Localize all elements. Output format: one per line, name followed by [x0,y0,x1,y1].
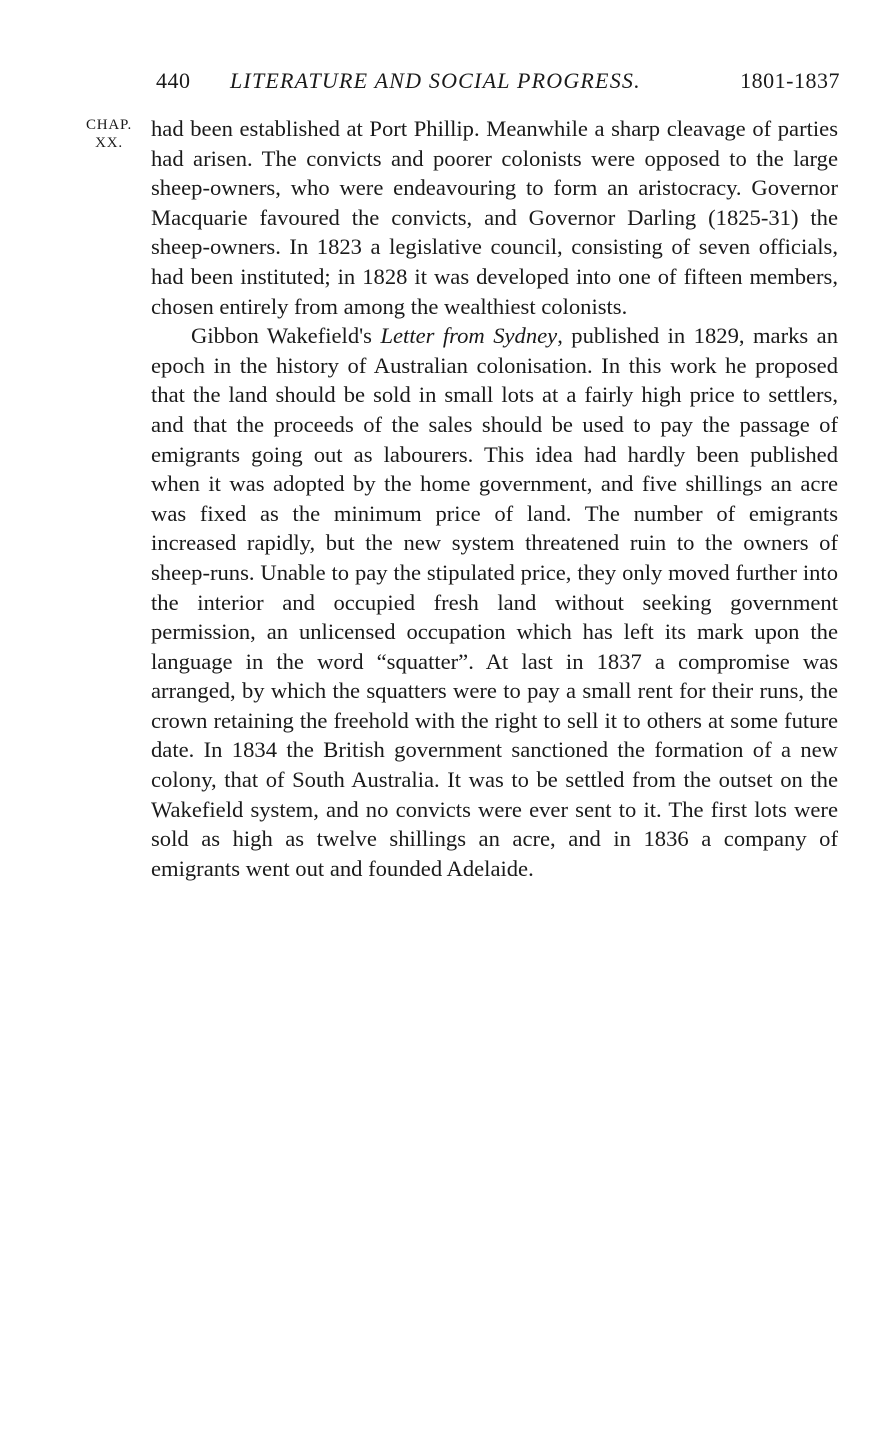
paragraph-2-text: , published in 1829, marks an epoch in the history of Australian colonisation. In this work he proposed that the land should be sold in small lots at a fairly high price to settlers, and that the proceeds of the sales should be used to pay the passage of emigrants going out as labourers. This idea had hardly been published when it was adopted by the home government, and five shillings an acre was fixed as the minimum price of land. The number of emigrants increased rapidly, but the new system threatened ruin to the owners of sheep-runs. Unable to pay the stipulated price, they only moved further into the interior and occupied fresh land without seeking government permission, an unlicensed occupation which has left its mark upon the language in the word “squatter”. At last in 1837 a compromise was arranged, by which the squatters were to pay a small rent for their runs, the crown retaining the freehold with the right to sell it to others at some future date. In 1834 the British government sanctioned the formation of a new colony, that of South Australia. It was to be settled from the outset on the Wakefield system, and no convicts were ever sent to it. The first lots were sold as high as twelve shillings an acre, and in 1836 a company of emigrants went out and founded Adelaide. [151,323,838,881]
page-number: 440 [156,68,191,93]
paragraph-2-lead: Gibbon Wakefield's [191,323,381,349]
paragraph-2 [151,321,838,883]
running-title: LITERATURE AND SOCIAL PROGRESS. [230,68,641,93]
chapter-margin-note [72,116,146,152]
paragraph-1 [151,114,838,321]
work-title: Letter from Sydney [380,323,558,349]
running-head [150,64,840,98]
running-years: 1801-1837 [740,68,840,93]
chapter-label: CHAP. [85,117,133,133]
paragraph-1-text: had been established at Port Phillip. Meanwhile a sharp cleavage of parties had arisen. The convicts and poorer colonists were opposed to the large sheep-owners, who were endeavouring to form an aristocracy. Governor Macquarie favoured the convicts, and Governor Darling (1825-31) the sheep-owners. In 1823 a legislative council, consisting of seven officials, had been instituted; in 1828 it was developed into one of fifteen members, chosen entirely from among the wealthiest colonists. [151,116,838,319]
body-text [151,114,838,883]
chapter-number: XX. [95,135,123,151]
